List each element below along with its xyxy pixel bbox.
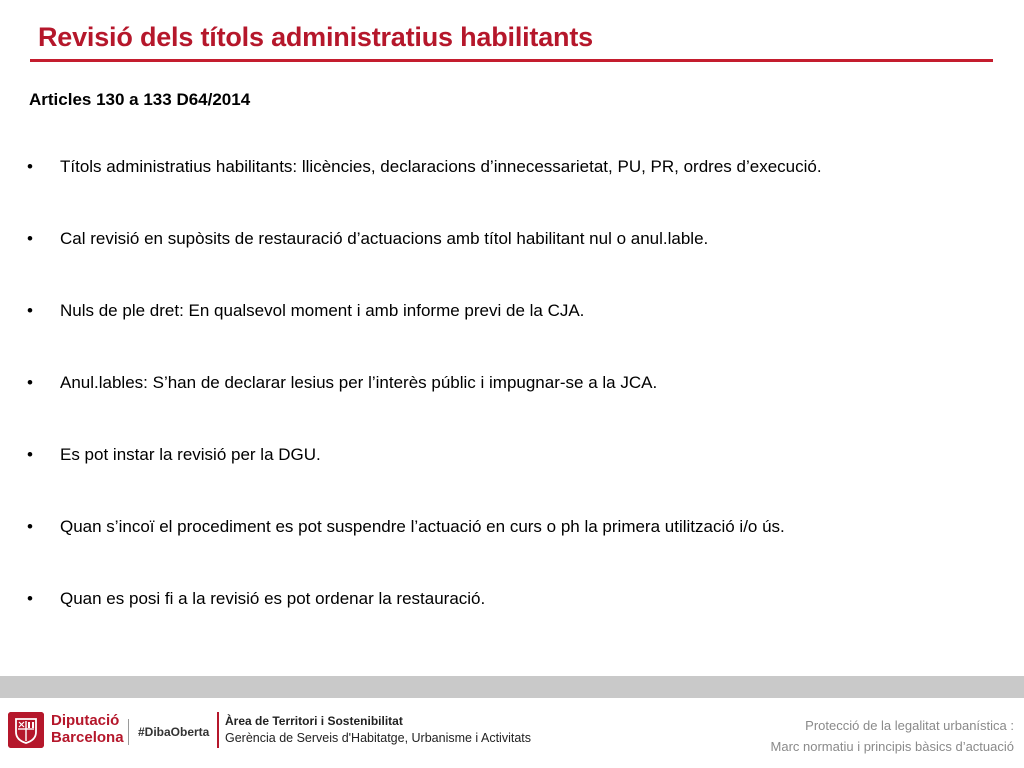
bullet-text: Es pot instar la revisió per la DGU. (60, 445, 321, 464)
bullet-item (27, 589, 822, 661)
bullet-item (27, 229, 822, 301)
bullet-item (27, 301, 822, 373)
bullet-symbol: • (27, 157, 33, 176)
bullet-text: Nuls de ple dret: En qualsevol moment i amb informe previ de la CJA. (60, 301, 585, 320)
slide-title: Revisió dels títols administratius habilitants (38, 22, 593, 52)
title-underline (30, 59, 993, 62)
bullet-item (27, 373, 822, 445)
bullet-list (27, 157, 822, 661)
footer-right-line-1: Protecció de la legalitat urbanística : (805, 718, 1014, 733)
bullet-symbol: • (27, 301, 33, 320)
logo-line-2: Barcelona (51, 729, 124, 746)
bullet-text: Títols administratius habilitants: llicències, declaracions d’innecessarietat, PU, PR, ordres d’execució. (60, 157, 822, 176)
bullet-symbol: • (27, 229, 33, 248)
footer-right-line-2: Marc normatiu i principis bàsics d’actuació (770, 739, 1014, 754)
diputacio-logo-text (51, 712, 124, 746)
bullet-symbol: • (27, 589, 33, 608)
slide-subtitle: Articles 130 a 133 D64/2014 (29, 90, 251, 109)
bullet-text: Anul.lables: S’han de declarar lesius per l’interès públic i impugnar-se a la JCA. (60, 373, 658, 392)
logo-line-1: Diputació (51, 712, 120, 729)
bullet-symbol: • (27, 373, 33, 392)
footer-band (0, 676, 1024, 698)
bullet-item (27, 157, 822, 229)
dibaoberta-hashtag: #DibaOberta (138, 725, 210, 739)
area-title: Àrea de Territori i Sostenibilitat (225, 714, 403, 728)
area-divider (217, 712, 219, 748)
bullet-text: Cal revisió en supòsits de restauració d’actuacions amb títol habilitant nul o anul.lable. (60, 229, 709, 248)
bullet-text: Quan s’incoï el procediment es pot suspendre l’actuació en curs o ph la primera utilització i/o ús. (60, 517, 785, 536)
diputacio-logo-icon (8, 712, 44, 748)
footer-document-info (771, 715, 1014, 757)
area-subtitle: Gerència de Serveis d'Habitatge, Urbanisme i Activitats (225, 731, 531, 745)
bullet-symbol: • (27, 445, 33, 464)
bullet-symbol: • (27, 517, 33, 536)
bullet-item (27, 517, 822, 589)
logo-divider (128, 719, 129, 745)
bullet-item (27, 445, 822, 517)
bullet-text: Quan es posi fi a la revisió es pot ordenar la restauració. (60, 589, 486, 608)
